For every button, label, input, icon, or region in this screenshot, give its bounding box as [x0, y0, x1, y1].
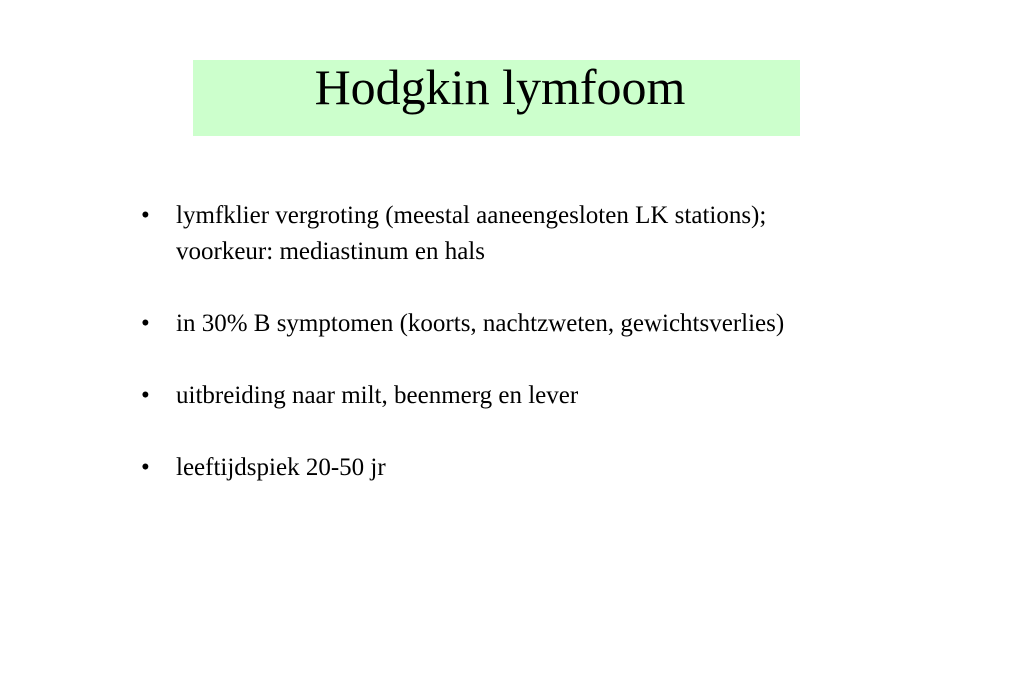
bullet-item-spread	[141, 378, 1001, 414]
bullet-text: in 30% B symptomen (koorts, nachtzweten, gewichtsverlies)	[176, 310, 785, 337]
bullet-text: leeftijdspiek 20-50 jr	[176, 454, 386, 481]
bullet-text-continuation: voorkeur: mediastinum en hals	[176, 238, 485, 265]
bullet-text: uitbreiding naar milt, beenmerg en lever	[176, 382, 579, 409]
bullet-item-lymph-nodes	[141, 198, 1001, 270]
bullet-dot-icon: •	[141, 454, 150, 481]
bullet-text: lymfklier vergroting (meestal aaneengesloten LK stations);	[176, 202, 767, 229]
slide-title: Hodgkin lymfoom	[314, 59, 686, 115]
bullet-item-age-peak	[141, 450, 1001, 486]
bullet-list	[141, 198, 1001, 522]
bullet-dot-icon: •	[141, 202, 150, 229]
bullet-dot-icon: •	[141, 310, 150, 337]
bullet-item-b-symptoms	[141, 306, 1001, 342]
bullet-dot-icon: •	[141, 382, 150, 409]
